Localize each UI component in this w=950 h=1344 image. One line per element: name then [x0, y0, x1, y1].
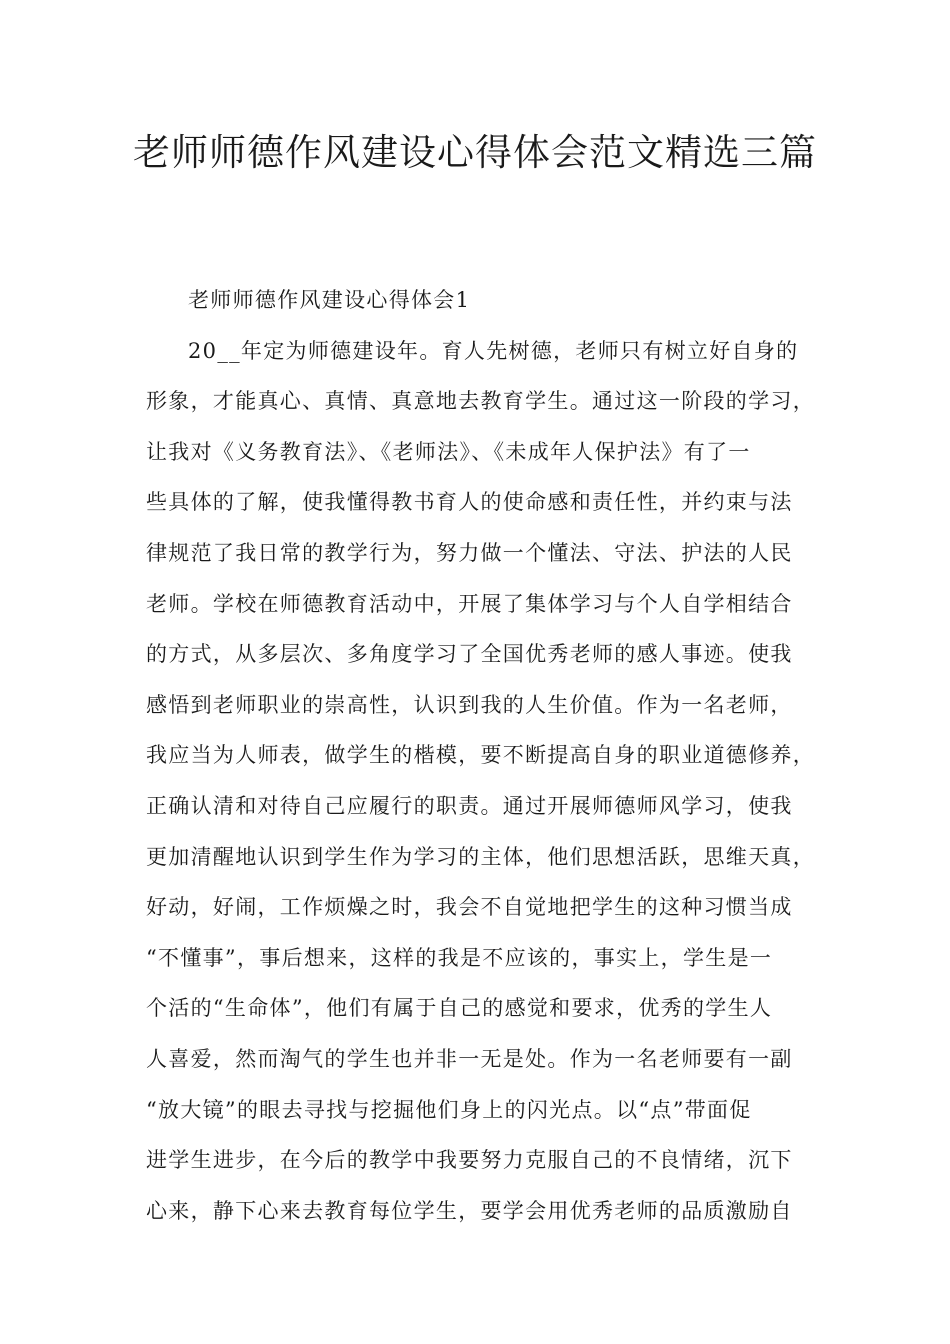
paragraph-line: 更加清醒地认识到学生作为学习的主体，他们思想活跃，思维天真， [146, 844, 815, 869]
paragraph-line: 我应当为人师表，做学生的楷模，要不断提高自身的职业道德修养， [146, 743, 815, 768]
paragraph-line: 个活的“生命体”，他们有属于自己的感觉和要求，优秀的学生人 [146, 996, 773, 1021]
paragraph-line: 正确认清和对待自己应履行的职责。通过开展师德师风学习，使我 [146, 793, 793, 818]
paragraph-line: 老师。学校在师德教育活动中，开展了集体学习与个人自学相结合 [146, 591, 793, 616]
paragraph-line: 的方式，从多层次、多角度学习了全国优秀老师的感人事迹。使我 [146, 642, 793, 667]
paragraph-line: 让我对《义务教育法》、《老师法》、《未成年人保护法》有了一 [146, 439, 751, 464]
paragraph-line: 形象，才能真心、真情、真意地去教育学生。通过这一阶段的学习， [146, 389, 815, 414]
paragraph-line: 律规范了我日常的教学行为，努力做一个懂法、守法、护法的人民 [146, 540, 793, 565]
paragraph-line: “不懂事”，事后想来，这样的我是不应该的，事实上，学生是一 [146, 945, 773, 970]
paragraph-line: 感悟到老师职业的崇高性，认识到我的人生价值。作为一名老师， [146, 692, 793, 717]
document-body [146, 283, 826, 1244]
paragraph-line: “放大镜”的眼去寻找与挖掘他们身上的闪光点。以“点”带面促 [146, 1097, 752, 1122]
paragraph-line: 心来，静下心来去教育每位学生，要学会用优秀老师的品质激励自 [146, 1198, 793, 1223]
paragraph-line: 进学生进步，在今后的教学中我要努力克服自己的不良情绪，沉下 [146, 1148, 793, 1173]
paragraph-line: 好动，好闹，工作烦燥之时，我会不自觉地把学生的这种习惯当成 [146, 895, 793, 920]
section-heading: 老师师德作风建设心得体会1 [188, 288, 471, 312]
paragraph-line: 些具体的了解，使我懂得教书育人的使命感和责任性，并约束与法 [146, 490, 793, 515]
paragraph-line: 人喜爱，然而淘气的学生也并非一无是处。作为一名老师要有一副 [146, 1046, 793, 1071]
paragraph-line: 20__年定为师德建设年。育人先树德，老师只有树立好自身的 [188, 338, 799, 363]
document-title: 老师师德作风建设心得体会范文精选三篇 [133, 131, 817, 174]
